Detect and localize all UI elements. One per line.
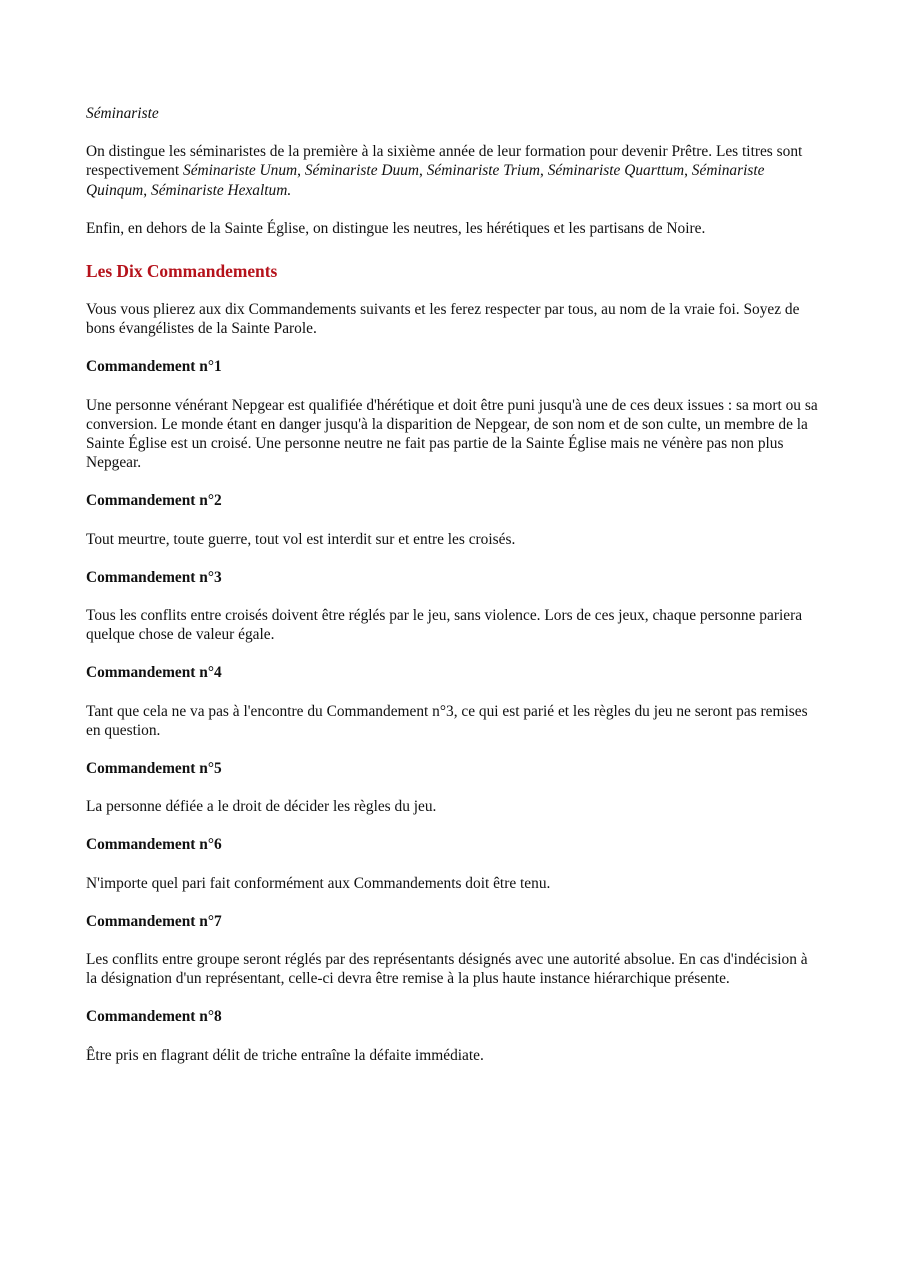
document-page bbox=[86, 104, 821, 1084]
commandment-body: Tous les conflits entre croisés doivent être réglés par le jeu, sans violence. Lors de ces jeux, chaque personne pariera quelque chose de valeur égale. bbox=[86, 607, 803, 644]
commandment-title: Commandement n°5 bbox=[86, 760, 222, 778]
title-hexaltum: Séminariste Hexaltum. bbox=[151, 181, 292, 199]
section-intro: Vous vous plierez aux dix Commandements suivants et les ferez respecter par tous, au nom de la vraie foi. Soyez de bons évangélistes de la Sainte Parole. bbox=[86, 301, 800, 338]
commandment-body: Tout meurtre, toute guerre, tout vol est interdit sur et entre les croisés. bbox=[86, 530, 516, 548]
commandment-title: Commandement n°4 bbox=[86, 664, 222, 682]
title-unum: Séminariste Unum bbox=[183, 162, 298, 180]
commandment-3 bbox=[86, 568, 821, 645]
commandment-body: Tant que cela ne va pas à l'encontre du Commandement n°3, ce qui est parié et les règles du jeu ne seront pas remises en question. bbox=[86, 702, 808, 739]
commandment-body: N'importe quel pari fait conformément aux Commandements doit être tenu. bbox=[86, 874, 551, 892]
commandment-title: Commandement n°1 bbox=[86, 358, 222, 376]
commandment-6 bbox=[86, 835, 821, 892]
section-title: Les Dix Commandements bbox=[86, 261, 278, 282]
commandment-title: Commandement n°7 bbox=[86, 912, 222, 930]
commandment-5 bbox=[86, 759, 821, 816]
outsiders-paragraph: Enfin, en dehors de la Sainte Église, on distingue les neutres, les hérétiques et les partisans de Noire. bbox=[86, 219, 706, 237]
commandment-body: Être pris en flagrant délit de triche entraîne la défaite immédiate. bbox=[86, 1046, 484, 1064]
title-trium: Séminariste Trium bbox=[426, 162, 541, 180]
commandment-8 bbox=[86, 1007, 821, 1064]
commandment-body: Une personne vénérant Nepgear est qualifiée d'hérétique et doit être puni jusqu'à une de ces deux issues : sa mort ou sa conversion. Le monde étant en danger jusqu'à la disparition de Nepgear, de son nom et de son culte, un membre de la Sainte Église est un croisé. Une personne neutre ne fait pas partie de la Sainte Église mais ne vénère pas non plus Nepgear. bbox=[86, 396, 818, 472]
commandment-2 bbox=[86, 491, 821, 548]
seminariste-paragraph-text: On distingue les séminaristes de la première à la sixième année de leur formation pour devenir Prêtre. Les titres sont respectivement bbox=[86, 143, 803, 180]
commandment-body: Les conflits entre groupe seront réglés par des représentants désignés avec une autorité absolue. En cas d'indécision à la désignation d'un représentant, celle-ci devra être remise à la plus haute instance hiérarchique présente. bbox=[86, 951, 808, 988]
commandment-4 bbox=[86, 663, 821, 740]
seminariste-paragraph: On distingue les séminaristes de la première à la sixième année de leur formation pour devenir Prêtre. Les titres sont respectivement Séminariste Unum, Séminariste Duum, Séminariste Trium, Séminariste Quarttum, Séminariste Quinqum, Séminariste Hexaltum. bbox=[86, 143, 803, 199]
commandment-1 bbox=[86, 357, 821, 472]
seminariste-heading: Séminariste bbox=[86, 105, 159, 122]
commandment-title: Commandement n°3 bbox=[86, 568, 222, 586]
commandment-title: Commandement n°8 bbox=[86, 1008, 222, 1026]
title-quinqum: Séminariste Quinqum bbox=[86, 162, 765, 199]
title-duum: Séminariste Duum bbox=[304, 162, 419, 180]
title-quarttum: Séminariste Quarttum bbox=[547, 162, 685, 180]
commandment-7 bbox=[86, 912, 821, 989]
commandment-body: La personne défiée a le droit de décider les règles du jeu. bbox=[86, 798, 437, 816]
commandment-title: Commandement n°2 bbox=[86, 492, 222, 510]
commandment-title: Commandement n°6 bbox=[86, 836, 222, 854]
